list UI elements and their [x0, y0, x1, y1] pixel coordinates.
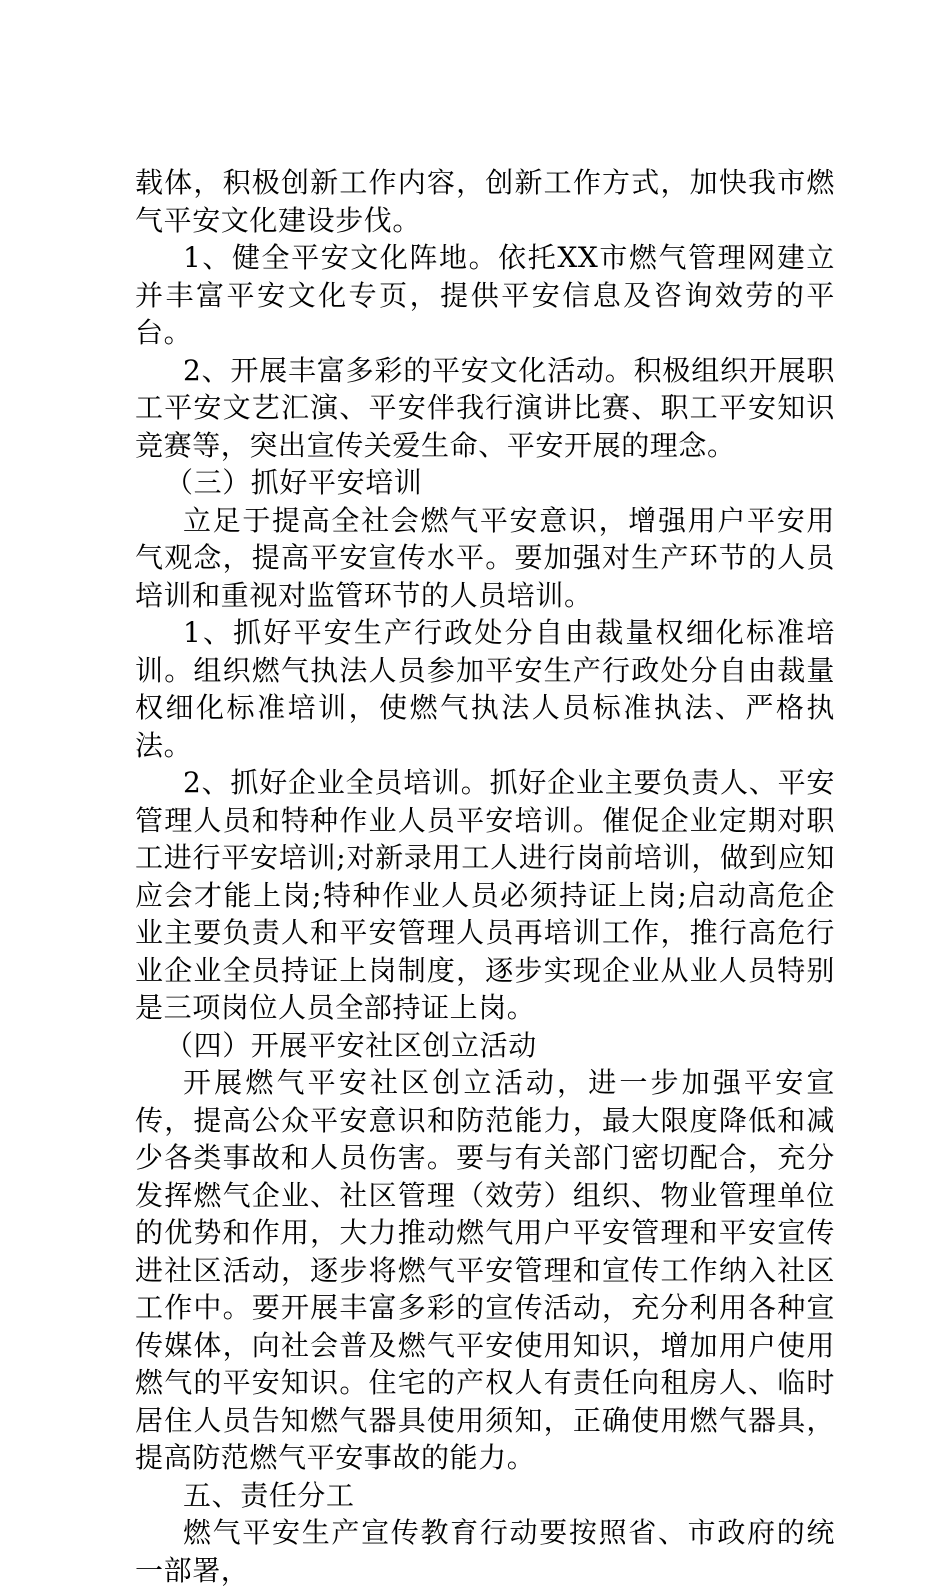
paragraph-item-1-culture-base: 1、健全平安文化阵地。依托XX市燃气管理网建立并丰富平安文化专页，提供平安信息及咨询效劳的平台。 — [135, 241, 835, 349]
paragraph-training-item-2: 2、抓好企业全员培训。抓好企业主要负责人、平安管理人员和特种作业人员平安培训。催促企业定期对职工进行平安培训;对新录用工人进行岗前培训，做到应知应会才能上岗;特种作业人员必须持证上岗;启动高危企业主要负责人和平安管理人员再培训工作，推行高危行业企业全员持证上岗制度，逐步实现企业从业人员特别是三项岗位人员全部持证上岗。 — [135, 766, 835, 1024]
paragraph-training-item-1: 1、抓好平安生产行政处分自由裁量权细化标准培训。组织燃气执法人员参加平安生产行政处分自由裁量权细化标准培训，使燃气执法人员标准执法、严格执法。 — [135, 616, 835, 762]
paragraph-community-activities: 开展燃气平安社区创立活动，进一步加强平安宣传，提高公众平安意识和防范能力，最大限度降低和减少各类事故和人员伤害。要与有关部门密切配合，充分发挥燃气企业、社区管理（效劳）组织、物业管理单位的优势和作用，大力推动燃气用户平安管理和平安宣传进社区活动，逐步将燃气平安管理和宣传工作纳入社区工作中。要开展丰富多彩的宣传活动，充分利用各种宣传媒体，向社会普及燃气平安使用知识，增加用户使用燃气的平安知识。住宅的产权人有责任向租房人、临时居住人员告知燃气器具使用须知，正确使用燃气器具，提高防范燃气平安事故的能力。 — [135, 1066, 835, 1474]
paragraph-training-intro: 立足于提高全社会燃气平安意识，增强用户平安用气观念，提高平安宣传水平。要加强对生产环节的人员培训和重视对监管环节的人员培训。 — [135, 503, 835, 612]
section-heading-responsibility: 五、责任分工 — [183, 1478, 355, 1512]
paragraph-item-2-culture-activities: 2、开展丰富多彩的平安文化活动。积极组织开展职工平安文艺汇演、平安伴我行演讲比赛、职工平安知识竞赛等，突出宣传关爱生命、平安开展的理念。 — [135, 353, 835, 462]
paragraph-intro-continuation: 载体，积极创新工作内容，创新工作方式，加快我市燃气平安文化建设步伐。 — [135, 166, 835, 237]
section-heading-training: （三）抓好平安培训 — [165, 466, 423, 499]
paragraph-responsibility-start: 燃气平安生产宣传教育行动要按照省、市政府的统一部署， — [135, 1516, 835, 1587]
document-body — [135, 164, 835, 1589]
section-heading-community: （四）开展平安社区创立活动 — [165, 1028, 537, 1062]
